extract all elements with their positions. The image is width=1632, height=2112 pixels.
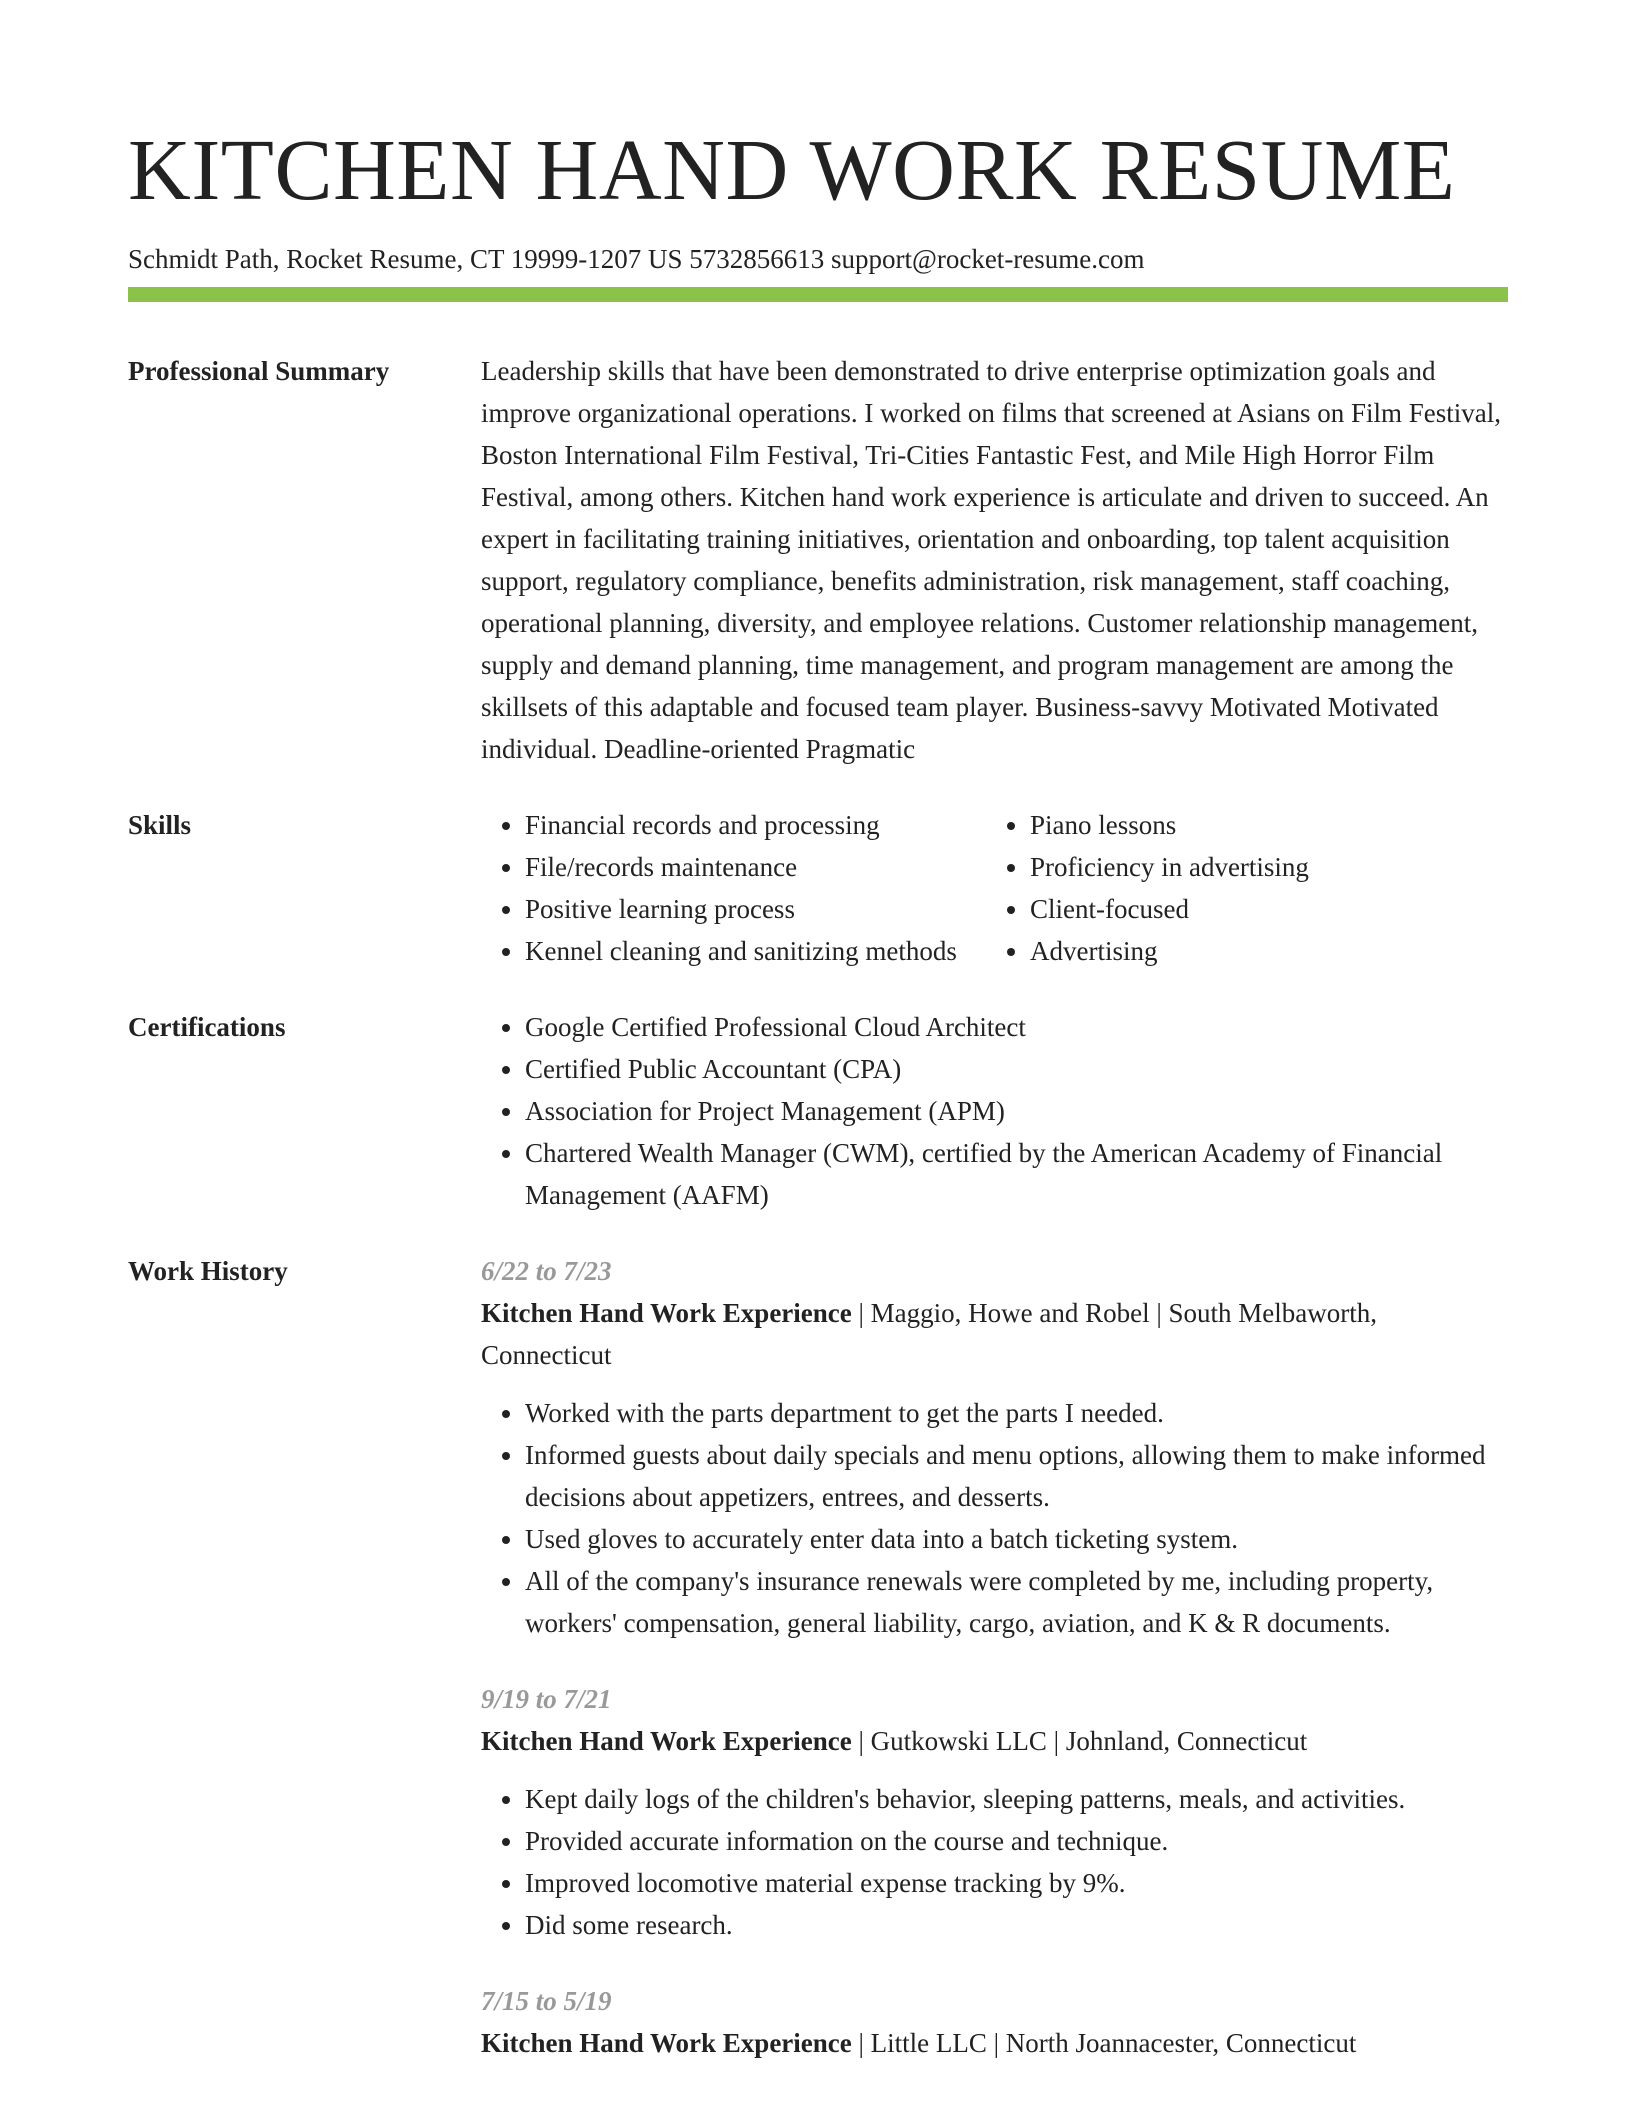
job-bullet: • Provided accurate information on the course and technique. — [525, 1820, 1508, 1862]
contact-info: Schmidt Path, Rocket Resume, CT 19999-1207 US 5732856613 support@rocket-resume.com — [128, 244, 1145, 274]
resume-title: KITCHEN HAND WORK RESUME — [128, 121, 1456, 218]
job-details: | Little LLC | North Joannacester, Connecticut — [851, 2028, 1357, 2058]
section-work-history — [128, 1250, 1508, 2064]
skills-columns — [481, 804, 1508, 972]
section-skills — [128, 804, 1508, 972]
job-bullet: • Kept daily logs of the children's behavior, sleeping patterns, meals, and activities. — [525, 1778, 1508, 1820]
section-label: Certifications — [128, 1012, 286, 1042]
certification-item: • Chartered Wealth Manager (CWM), certified by the American Academy of Financial Management (AAFM) — [525, 1132, 1508, 1216]
section-body — [481, 1250, 1508, 2064]
job-dates: 9/19 to 7/21 — [481, 1684, 612, 1714]
skill-item: • Kennel cleaning and sanitizing methods — [525, 930, 986, 972]
section-label: Skills — [128, 810, 192, 840]
section-body — [481, 1006, 1508, 1216]
skill-item: • File/records maintenance — [525, 846, 986, 888]
job-details: | Maggio, Howe and Robel | South Melbaworth, Connecticut — [481, 1298, 1378, 1370]
section-certifications — [128, 1006, 1508, 1216]
section-label: Professional Summary — [128, 356, 390, 386]
job-bullet: • Informed guests about daily specials and menu options, allowing them to make informed decisions about appetizers, entrees, and desserts. — [525, 1434, 1508, 1518]
job-entry — [481, 1250, 1508, 1644]
job-bullet: • Improved locomotive material expense tracking by 9%. — [525, 1862, 1508, 1904]
job-details: | Gutkowski LLC | Johnland, Connecticut — [851, 1726, 1308, 1756]
job-title: Kitchen Hand Work Experience — [481, 2028, 852, 2058]
job-entry — [481, 1980, 1508, 2064]
job-bullet: • Did some research. — [525, 1904, 1508, 1946]
skill-item: • Piano lessons — [1030, 804, 1309, 846]
job-dates: 7/15 to 5/19 — [481, 1986, 612, 2016]
job-title: Kitchen Hand Work Experience — [481, 1726, 852, 1756]
certification-item: • Association for Project Management (APM) — [525, 1090, 1508, 1132]
skills-list-left — [481, 804, 986, 972]
section-body — [481, 350, 1508, 770]
section-label: Work History — [128, 1256, 288, 1286]
resume-sections — [128, 350, 1508, 2098]
skill-item: • Financial records and processing — [525, 804, 986, 846]
skill-item: • Advertising — [1030, 930, 1309, 972]
job-entry — [481, 1678, 1508, 1946]
summary-text: Leadership skills that have been demonstrated to drive enterprise optimization goals and improve organizational operations. I worked on films that screened at Asians on Film Festival, Boston International Film Festival, Tri-Cities Fantastic Fest, and Mile High Horror Film Festival, among others. Kitchen hand work experience is articulate and driven to succeed. An expert in facilitating training initiatives, orientation and onboarding, top talent acquisition support, regulatory compliance, benefits administration, risk management, staff coaching, operational planning, diversity, and employee relations. Customer relationship management, supply and demand planning, time management, and program management are among the skillsets of this adaptable and focused team player. Business-savvy Motivated Motivated individual. Deadline-oriented Pragmatic — [481, 356, 1502, 764]
job-heading — [481, 1720, 1508, 1762]
skill-item: • Proficiency in advertising — [1030, 846, 1309, 888]
resume-header — [128, 118, 1508, 276]
job-bullet: • All of the company's insurance renewals were completed by me, including property, workers' compensation, general liability, cargo, aviation, and K & R documents. — [525, 1560, 1508, 1644]
certifications-list — [481, 1006, 1508, 1216]
section-professional-summary — [128, 350, 1508, 770]
skill-item: • Positive learning process — [525, 888, 986, 930]
certification-item: • Certified Public Accountant (CPA) — [525, 1048, 1508, 1090]
skills-list-right — [986, 804, 1309, 972]
accent-divider — [128, 287, 1508, 302]
job-bullets — [481, 1392, 1508, 1644]
job-heading — [481, 2022, 1508, 2064]
job-dates: 6/22 to 7/23 — [481, 1256, 612, 1286]
skill-item: • Client-focused — [1030, 888, 1309, 930]
certification-item: • Google Certified Professional Cloud Architect — [525, 1006, 1508, 1048]
job-bullet: • Worked with the parts department to get the parts I needed. — [525, 1392, 1508, 1434]
job-bullets — [481, 1778, 1508, 1946]
job-heading — [481, 1292, 1508, 1376]
job-bullet: • Used gloves to accurately enter data into a batch ticketing system. — [525, 1518, 1508, 1560]
job-title: Kitchen Hand Work Experience — [481, 1298, 852, 1328]
